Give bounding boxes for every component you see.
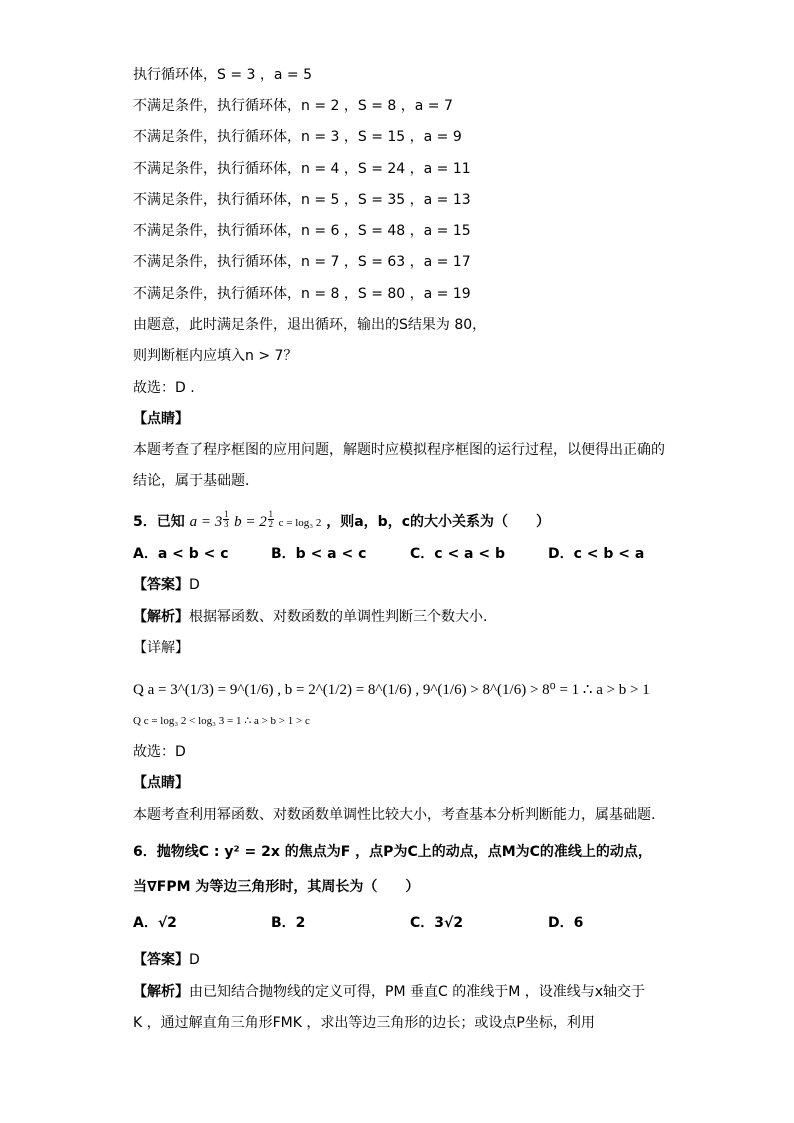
q5-option-b: B．b < a < c [271,546,367,562]
q6-analysis-2: K ，通过解直角三角形FMK ，求出等边三角形的边长；或设点P坐标，利用 [133,1015,595,1031]
q6-stem-1: 6．抛物线C : y² = 2x 的焦点为F ，点P为C上的动点，点M为C的准线上的动点， [133,844,652,860]
q6-answer [133,951,200,969]
q6-option-b: B．2 [271,915,306,931]
q6-answer-value: D [189,952,200,968]
q5-detail-line-1: Q a = 3^(1/3) = 9^(1/6) , b = 2^(1/2) = 8^(1/6) , 9^(1/6) > 8^(1/6) > 8⁰ = 1 ∴ a > b > 1 [133,682,650,698]
q6-analysis-text-1: 由已知结合抛物线的定义可得，PM 垂直C 的准线于M ，设准线与x轴交于 [189,984,646,1000]
exit-line: 由题意，此时满足条件，退出循环，输出的S结果为 80， [133,317,487,333]
q5-choose: 故选：D [133,744,186,760]
q5-prefix: 5．已知 [133,514,185,530]
q6-option-a: A．√2 [133,915,177,931]
q5-answer-value: D [189,577,200,593]
loop-line-5: 不满足条件，执行循环体，n = 5 ，S = 35 ，a = 13 [133,192,471,208]
q5-note-tag: 【点睛】 [133,775,189,791]
q5-a-expr: a = 3 [189,514,223,530]
q5-detail-tag: 【详解】 [133,640,189,656]
q5-analysis [133,608,487,626]
loop-line-7: 不满足条件，执行循环体，n = 7 ，S = 63 ，a = 17 [133,254,471,270]
loop-line-4: 不满足条件，执行循环体，n = 4 ，S = 24 ，a = 11 [133,161,471,177]
q6-analysis-1 [133,983,645,1001]
q5-stem: 5．已知 a = 3 $\frac{1}{3}$ b = 2 $\frac{1}{2}$ c = log₃ 2 ，则a，b，c的大小关系为（ ） [133,509,551,530]
q5-option-a: A．a < b < c [133,546,229,562]
loop-line-8: 不满足条件，执行循环体，n = 8 ，S = 80 ，a = 19 [133,286,471,302]
q6-answer-tag: 【答案】 [133,952,189,968]
q5-analysis-tag: 【解析】 [133,609,189,625]
loop-line-6: 不满足条件，执行循环体，n = 6 ，S = 48 ，a = 15 [133,223,471,239]
q5-suffix: ，则a，b，c的大小关系为（ ） [326,514,551,530]
q5-answer [133,576,200,594]
q5-b-expr: b = 2 [234,514,267,530]
loop-line-3: 不满足条件，执行循环体，n = 3 ，S = 15 ，a = 9 [133,129,462,145]
q6-option-d: D．6 [548,915,584,931]
q5-option-c: C．c < a < b [410,546,505,562]
q4-note-tag: 【点睛】 [133,411,189,427]
loop-line-2: 不满足条件，执行循环体，n = 2 ，S = 8 ，a = 7 [133,98,453,114]
q4-note-text-2: 结论，属于基础题． [133,473,259,489]
loop-line-1: 执行循环体，S = 3 ，a = 5 [133,67,312,83]
q5-analysis-text: 根据幂函数、对数函数的单调性判断三个数大小. [189,609,488,625]
q5-option-d: D．c < b < a [548,546,645,562]
condition-line: 则判断框内应填入n > 7？ [133,348,298,364]
q5-c-expr: c = log₃ 2 [278,517,322,529]
choose-line-q4: 故选：D . [133,380,195,396]
q5-detail-line-2: Q c = log₃ 2 < log₃ 3 = 1 ∴ a > b > 1 > c [133,715,310,727]
q6-option-c: C．3√2 [410,915,464,931]
q6-stem-2: 当∇FPM 为等边三角形时，其周长为（ ） [133,879,420,895]
q5-answer-tag: 【答案】 [133,577,189,593]
q4-note-text-1: 本题考查了程序框图的应用问题，解题时应模拟程序框图的运行过程，以便得出正确的 [133,442,665,458]
q6-analysis-tag: 【解析】 [133,984,189,1000]
q5-note-text: 本题考查利用幂函数、对数函数单调性比较大小，考查基本分析判断能力，属基础题. [133,807,656,823]
